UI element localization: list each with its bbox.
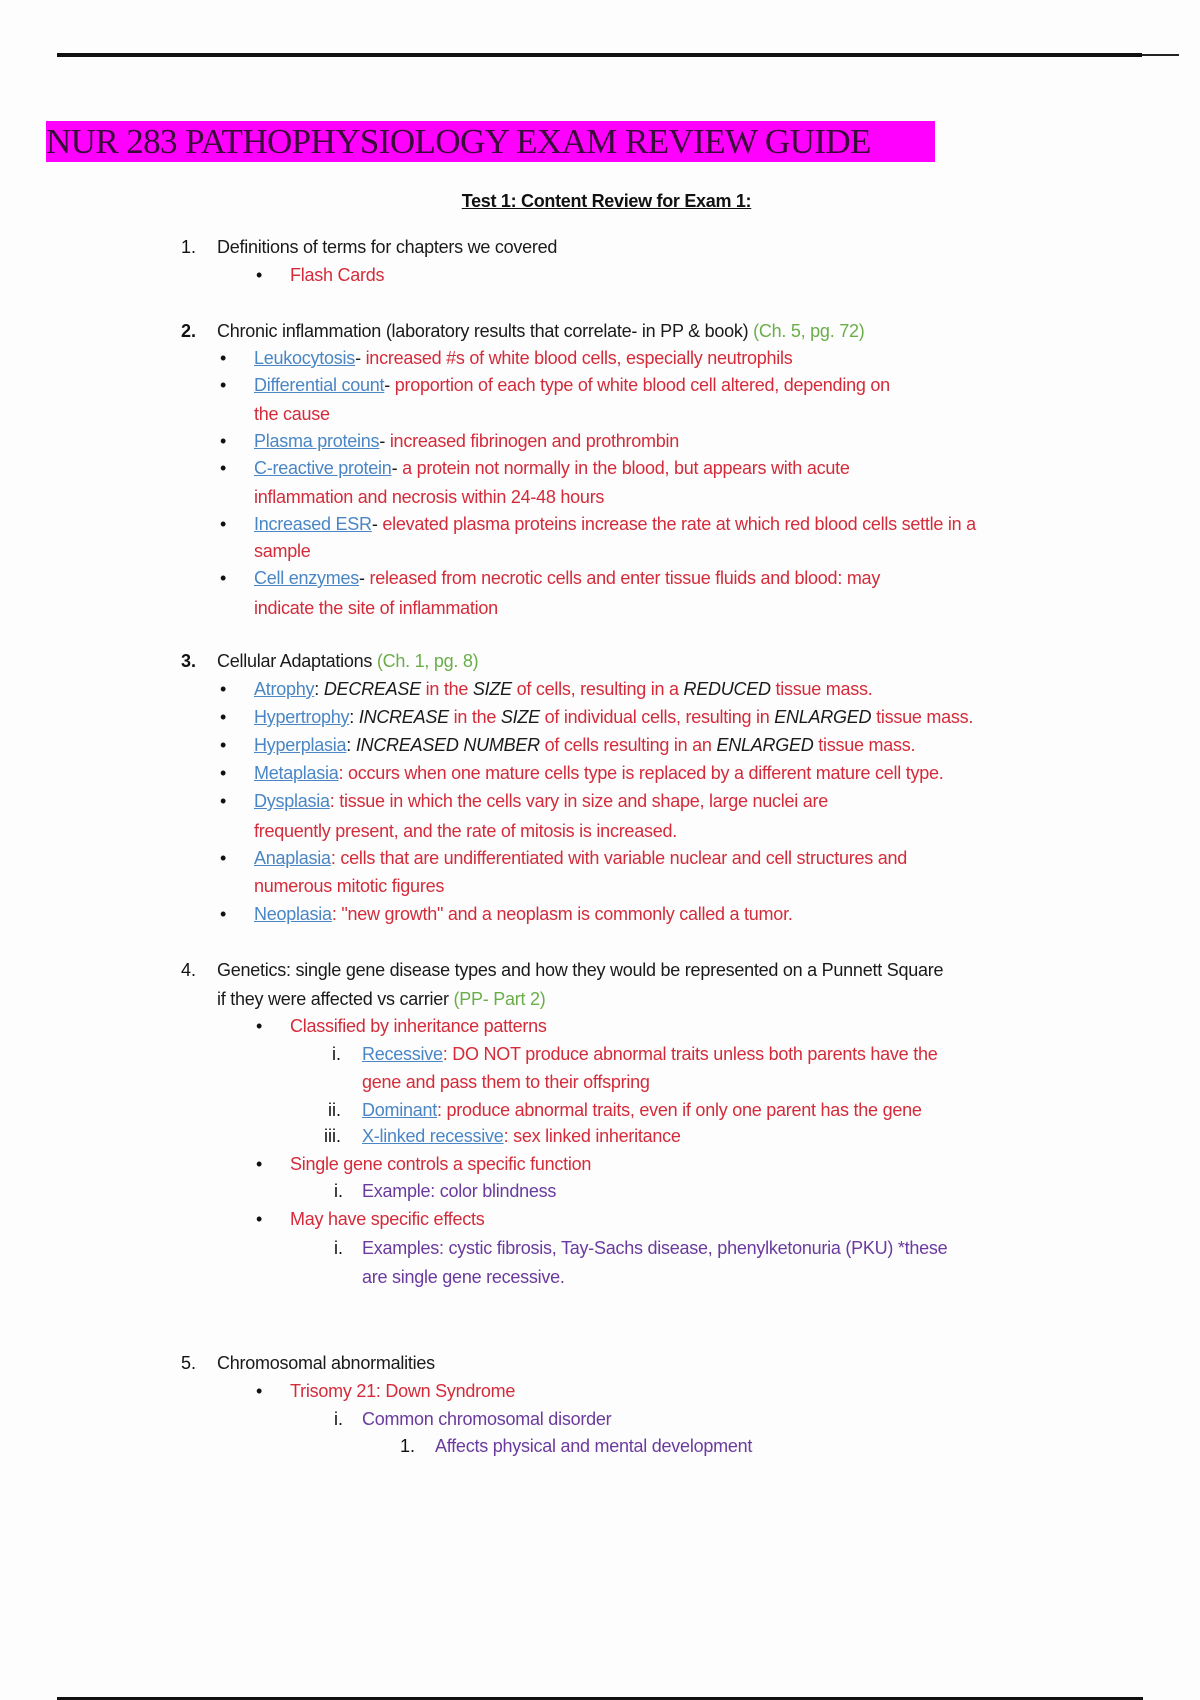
- document-subtitle: Test 1: Content Review for Exam 1:: [461, 191, 752, 211]
- list-item: Differential count- proportion of each type of white blood cell altered, depending on: [254, 375, 890, 395]
- list-item: Hyperplasia: INCREASED NUMBER of cells resulting in an ENLARGED tissue mass.: [254, 735, 916, 755]
- roman-numeral: iii.: [324, 1126, 341, 1146]
- roman-numeral: i.: [334, 1238, 343, 1258]
- section-number: 2.: [181, 321, 197, 341]
- list-item: Hypertrophy: INCREASE in the SIZE of individual cells, resulting in ENLARGED tissue mass.: [254, 707, 974, 727]
- term-link[interactable]: Hypertrophy: [254, 707, 350, 727]
- bullet-icon: •: [256, 1209, 263, 1229]
- term-link[interactable]: Leukocytosis: [254, 348, 356, 368]
- bullet-icon: •: [220, 458, 227, 478]
- list-item: Dysplasia: tissue in which the cells vary in size and shape, large nuclei are: [254, 791, 829, 811]
- roman-numeral: ii.: [328, 1100, 341, 1120]
- bullet-icon: •: [220, 348, 227, 368]
- bullet-icon: •: [220, 791, 227, 811]
- list-item: Single gene controls a specific function: [290, 1154, 592, 1174]
- example-item: Example: color blindness: [362, 1181, 557, 1201]
- bullet-icon: •: [256, 1016, 263, 1036]
- chapter-reference: (Ch. 5, pg. 72): [753, 321, 865, 341]
- list-item: Recessive: DO NOT produce abnormal traits unless both parents have the: [362, 1044, 938, 1064]
- term-link[interactable]: Anaplasia: [254, 848, 331, 868]
- list-item: Flash Cards: [290, 265, 385, 285]
- section-number: 1.: [181, 237, 197, 257]
- bullet-icon: •: [256, 265, 263, 285]
- list-item: Classified by inheritance patterns: [290, 1016, 547, 1036]
- list-item-continuation: frequently present, and the rate of mitosis is increased.: [254, 821, 677, 841]
- list-item: X-linked recessive: sex linked inheritance: [362, 1126, 681, 1146]
- list-item-continuation: gene and pass them to their offspring: [362, 1072, 650, 1092]
- list-item: Atrophy: DECREASE in the SIZE of cells, resulting in a REDUCED tissue mass.: [254, 679, 873, 699]
- section-heading-chronic-inflammation: Chronic inflammation (laboratory results that correlate- in PP & book) (Ch. 5, pg. 72): [217, 321, 865, 341]
- term-link[interactable]: Neoplasia: [254, 904, 332, 924]
- term-link[interactable]: Cell enzymes: [254, 568, 360, 588]
- section-heading-cellular-adaptations: Cellular Adaptations (Ch. 1, pg. 8): [217, 651, 479, 671]
- bullet-icon: •: [220, 514, 227, 534]
- term-link[interactable]: Metaplasia: [254, 763, 339, 783]
- list-item: Increased ESR- elevated plasma proteins increase the rate at which red blood cells settle in a: [254, 514, 976, 534]
- list-item-continuation: inflammation and necrosis within 24-48 hours: [254, 487, 605, 507]
- term-link[interactable]: C-reactive protein: [254, 458, 392, 478]
- header-rule-tail: [1142, 54, 1179, 56]
- list-item: C-reactive protein- a protein not normally in the blood, but appears with acute: [254, 458, 850, 478]
- roman-numeral: i.: [334, 1181, 343, 1201]
- list-item-continuation: indicate the site of inflammation: [254, 598, 498, 618]
- bullet-icon: •: [256, 1154, 263, 1174]
- section-number: 3.: [181, 651, 197, 671]
- list-item: Dominant: produce abnormal traits, even if only one parent has the gene: [362, 1100, 922, 1120]
- bullet-icon: •: [220, 568, 227, 588]
- list-item-continuation: the cause: [254, 404, 330, 424]
- example-item: Common chromosomal disorder: [362, 1409, 612, 1429]
- roman-numeral: i.: [334, 1409, 343, 1429]
- bullet-icon: •: [220, 679, 227, 699]
- term-link[interactable]: Plasma proteins: [254, 431, 380, 451]
- list-item: Trisomy 21: Down Syndrome: [290, 1381, 516, 1401]
- section-heading-chromosomal: Chromosomal abnormalities: [217, 1353, 435, 1373]
- term-link[interactable]: X-linked recessive: [362, 1126, 504, 1146]
- example-item: Affects physical and mental development: [435, 1436, 753, 1456]
- roman-numeral: i.: [332, 1044, 341, 1064]
- section-heading-continuation: if they were affected vs carrier (PP- Part 2): [217, 989, 546, 1009]
- section-heading-definitions: Definitions of terms for chapters we covered: [217, 237, 558, 257]
- term-link[interactable]: Atrophy: [254, 679, 315, 699]
- chapter-reference: (PP- Part 2): [453, 989, 546, 1009]
- bullet-icon: •: [220, 375, 227, 395]
- section-heading-genetics: Genetics: single gene disease types and how they would be represented on a Punnett Square: [217, 960, 944, 980]
- sub-number: 1.: [400, 1436, 416, 1456]
- section-number: 5.: [181, 1353, 197, 1373]
- term-link[interactable]: Increased ESR: [254, 514, 372, 534]
- term-link[interactable]: Recessive: [362, 1044, 443, 1064]
- list-item: Anaplasia: cells that are undifferentiated with variable nuclear and cell structures and: [254, 848, 908, 868]
- example-item: Examples: cystic fibrosis, Tay-Sachs disease, phenylketonuria (PKU) *these: [362, 1238, 948, 1258]
- list-item: Neoplasia: "new growth" and a neoplasm is commonly called a tumor.: [254, 904, 793, 924]
- bullet-icon: •: [220, 904, 227, 924]
- header-rule: [57, 53, 1142, 57]
- list-item: Metaplasia: occurs when one mature cells type is replaced by a different mature cell type.: [254, 763, 944, 783]
- bullet-icon: •: [220, 707, 227, 727]
- list-item: Leukocytosis- increased #s of white blood cells, especially neutrophils: [254, 348, 793, 368]
- bullet-icon: •: [220, 848, 227, 868]
- document-title: NUR 283 PATHOPHYSIOLOGY EXAM REVIEW GUIDE: [46, 121, 935, 162]
- list-item-continuation: sample: [254, 541, 311, 561]
- list-item: Plasma proteins- increased fibrinogen and prothrombin: [254, 431, 679, 451]
- bullet-icon: •: [220, 735, 227, 755]
- chapter-reference: (Ch. 1, pg. 8): [376, 651, 479, 671]
- bullet-icon: •: [256, 1381, 263, 1401]
- example-item-continuation: are single gene recessive.: [362, 1267, 565, 1287]
- list-item: Cell enzymes- released from necrotic cells and enter tissue fluids and blood: may: [254, 568, 881, 588]
- term-link[interactable]: Hyperplasia: [254, 735, 347, 755]
- section-number: 4.: [181, 960, 197, 980]
- list-item: May have specific effects: [290, 1209, 485, 1229]
- bullet-icon: •: [220, 763, 227, 783]
- bullet-icon: •: [220, 431, 227, 451]
- term-link[interactable]: Differential count: [254, 375, 385, 395]
- list-item-continuation: numerous mitotic figures: [254, 876, 445, 896]
- term-link[interactable]: Dominant: [362, 1100, 438, 1120]
- term-link[interactable]: Dysplasia: [254, 791, 330, 811]
